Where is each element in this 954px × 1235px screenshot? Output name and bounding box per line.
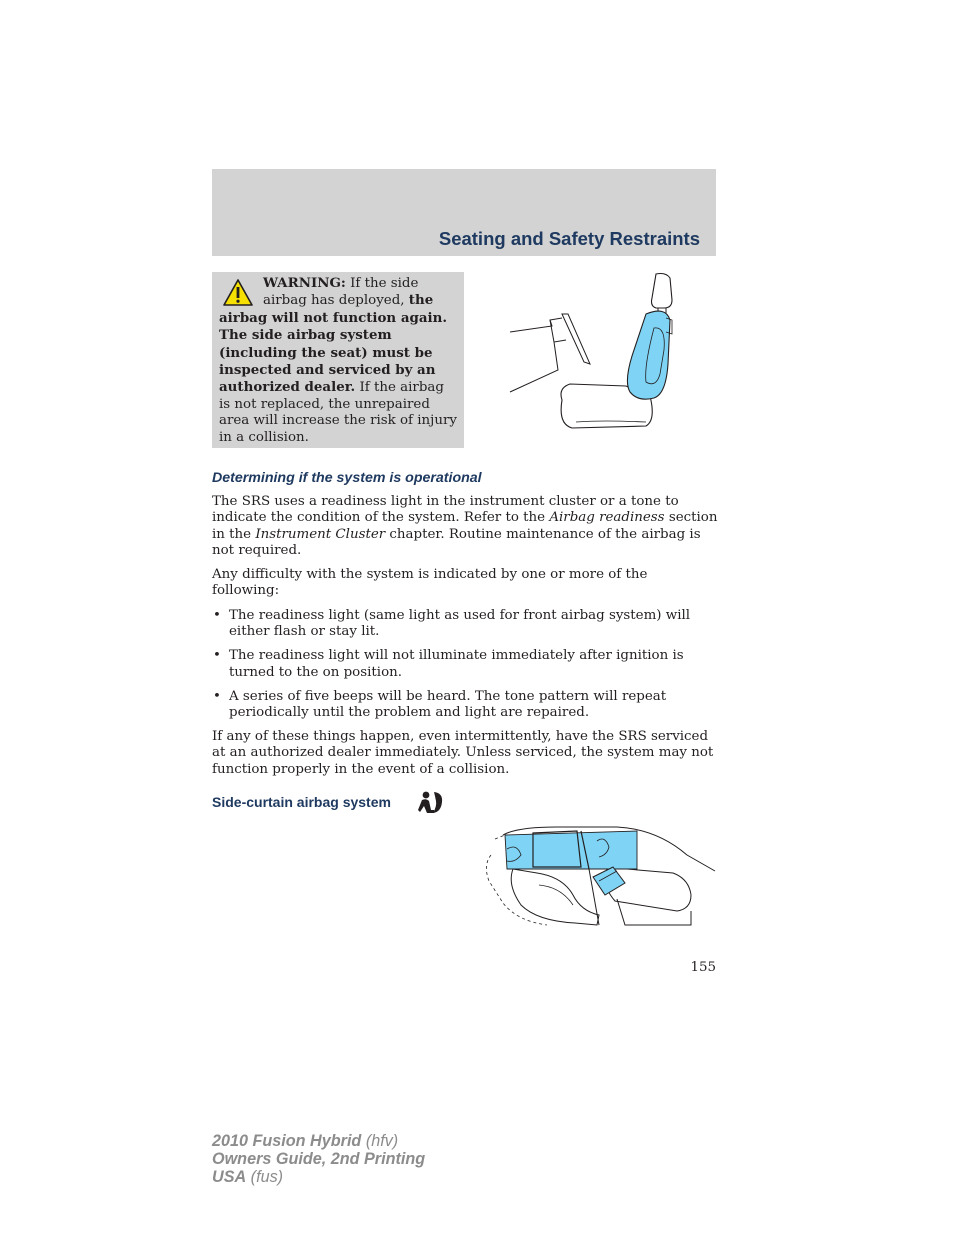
page-number: 155	[690, 960, 716, 975]
footer-line-guide	[212, 1150, 425, 1168]
footer-guide-edition: Owners Guide, 2nd Printing	[212, 1150, 426, 1169]
paragraph-text: section in the	[212, 510, 718, 542]
footer-region-code: (fus)	[246, 1168, 284, 1187]
footer	[212, 1132, 425, 1187]
warning-text-continued: If the airbag is not replaced, the unrepaired area will increase the risk of injury in a collision.	[219, 380, 457, 445]
paragraph-srs-readiness	[212, 494, 718, 560]
footer-line-model	[212, 1132, 425, 1150]
side-curtain-airbag-illustration	[477, 825, 717, 929]
paragraph-text: The SRS uses a readiness light in the instrument cluster or a tone to indicate the condition of the system. Refer to the	[212, 494, 679, 526]
warning-label: WARNING:	[263, 275, 346, 291]
list-item: • The readiness light will not illuminate immediately after ignition is turned to the on position.	[213, 648, 684, 680]
list-item-text: A series of five beeps will be heard. The tone pattern will repeat periodically until the problem and light are repaired.	[229, 688, 667, 721]
section-heading: Determining if the system is operational	[212, 470, 482, 486]
warning-triangle-icon	[221, 277, 255, 309]
list-item: • The readiness light (same light as used for front airbag system) will either flash or stay lit.	[213, 608, 691, 640]
footer-model-code: (hfv)	[361, 1132, 399, 1150]
list-item-text: The readiness light will not illuminate immediately after ignition is turned to the on position.	[229, 648, 684, 680]
paragraph-difficulty: Any difficulty with the system is indicated by one or more of the following:	[212, 567, 648, 599]
warning-text: If the side airbag has deployed,	[263, 276, 419, 309]
list-item-text: The readiness light (same light as used for front airbag system) will either flash or stay lit.	[229, 608, 691, 640]
paragraph-service: If any of these things happen, even intermittently, have the SRS serviced at an authorized dealer immediately. Unless serviced, the system may not function properly in the event of a collision.	[212, 729, 714, 777]
chapter-title: Seating and Safety Restraints	[438, 228, 700, 249]
footer-region: USA	[212, 1168, 247, 1187]
subsection-heading: Side-curtain airbag system	[212, 794, 391, 810]
footer-model-name: 2010 Fusion Hybrid	[212, 1132, 362, 1150]
paragraph-text: chapter. Routine maintenance of the airbag is not required.	[212, 526, 701, 559]
cross-reference-instrument-cluster: Instrument Cluster	[255, 526, 386, 542]
side-airbag-icon	[417, 790, 444, 815]
list-item: • A series of five beeps will be heard. The tone pattern will repeat periodically until the problem and light are repaired.	[213, 688, 667, 721]
cross-reference-airbag-readiness: Airbag readiness	[549, 510, 665, 526]
side-airbag-seat-illustration	[506, 270, 678, 432]
footer-line-region	[212, 1168, 425, 1186]
chapter-header-band	[212, 169, 716, 256]
symptom-list	[212, 608, 718, 729]
warning-box	[212, 272, 464, 448]
warning-bold-text: the airbag will not function again. The side airbag system (including the seat) must be inspected and serviced by an authorized dealer.	[219, 292, 448, 396]
